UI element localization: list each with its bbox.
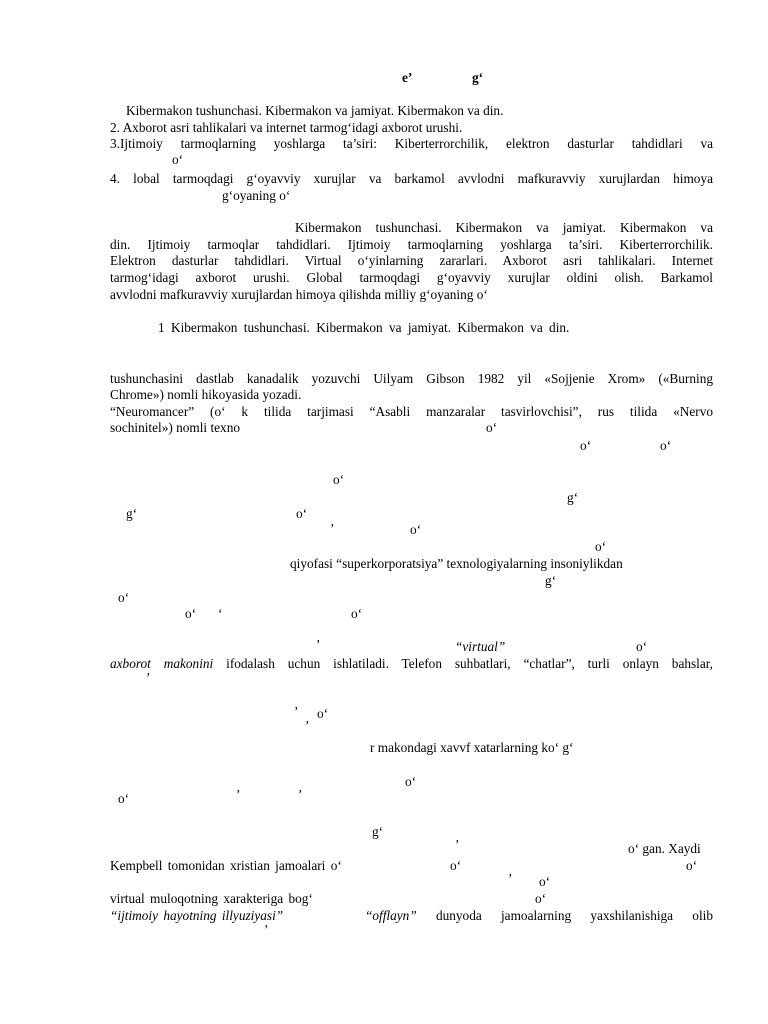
body-fragment: o‘ [535,891,547,906]
italic-term: axborot makonini [110,656,214,671]
heading-fragment-a: e’ [402,70,413,85]
body-fragment: o‘ [333,472,345,487]
body-fragment: ’ [330,521,335,536]
body-line-8-end: o‘ gan. Xaydi [628,841,701,856]
body-line-6-text: ifodalash uchun ishlatiladi. Telefon suhbatlari, “chatlar”, turli onlayn bahslar, [213,656,713,671]
body-fragment: o‘ [118,791,130,806]
body-fragment: o‘ [660,438,672,453]
section-heading: 1 Kibermakon tushunchasi. Kibermakon va jamiyat. Kibermakon va din. [158,320,570,335]
body-line-10: virtual muloqotning xarakteriga bog‘ [110,891,313,906]
body-fragment: o‘ [595,539,607,554]
plan-item-2: 2. Axborot asri tahlikalari va internet tarmog‘idagi axborot urushi. [110,120,463,135]
body-fragment: o‘ [539,874,551,889]
body-line-1: tushunchasini dastlab kanadalik yozuvchi Uilyam Gibson 1982 yil «Sojjenie Xrom» («Burning [110,371,713,386]
body-fragment: o‘ [486,420,498,435]
body-line-11 [365,908,713,924]
body-fragment: g‘ [372,824,384,839]
body-fragment: g‘ [126,506,138,521]
plan-item-4: 4. lobal tarmoqdagi g‘oyavviy xurujlar va barkamol avvlodni mafkuravviy xurujlardan himoya [110,171,713,186]
body-line-7: r makondagi xavvf xatarlarning ko‘ g‘ [370,740,574,755]
keywords-line-2: din. Ijtimoiy tarmoqlar tahdidlari. Ijtimoiy tarmoqlarning yoshlarga ta’siri. Kiberterrorchilik. [110,237,713,252]
italic-phrase-2: “offlayn” [365,908,417,923]
body-fragment: ’ [305,718,310,733]
heading-fragment-b: g‘ [472,70,484,85]
plan-item-3: 3.Ijtimoiy tarmoqlarning yoshlarga ta’siri: Kiberterrorchilik, elektron dasturlar tahdidlari va [110,136,713,151]
body-fragment: o‘ [405,774,417,789]
body-line-5: qiyofasi “superkorporatsiya” texnologiyalarning insoniylikdan [290,556,623,571]
italic-phrase-1: “ijtimoiy hayotning illyuziyasi” [110,908,284,923]
body-fragment: o‘ [118,590,130,605]
body-line-11-text: dunyoda jamoalarning yaxshilanishiga olib [416,908,713,923]
keywords-line-4: tarmog‘idagi axborot urushi. Global tarmoqdagi g‘oyavviy xurujlar oldini olish. Barkamol [110,270,713,285]
body-fragment: g‘ [567,490,579,505]
body-fragment: ’ [316,637,321,652]
body-fragment: o‘ [410,522,422,537]
plan-item-1: Kibermakon tushunchasi. Kibermakon va jamiyat. Kibermakon va din. [126,103,504,118]
body-line-9: Kempbell tomonidan xristian jamoalari o‘ [110,858,342,873]
body-fragment: g‘ [545,573,557,588]
body-fragment: ’ [236,787,241,802]
body-fragment: ’ [264,922,269,937]
plan-item-3-cont: o‘ [172,152,184,167]
body-fragment: ’ [294,704,299,719]
body-line-6 [110,656,713,672]
body-fragment: o‘ [450,858,462,873]
body-fragment: ‘ [218,606,223,621]
body-fragment: o‘ [296,506,308,521]
body-fragment: o‘ [580,438,592,453]
body-fragment: o‘ [317,706,329,721]
body-fragment: o‘ [636,639,648,654]
keywords-line-3: Elektron dasturlar tahdidlari. Virtual o‘yinlarning zararlari. Axborot asri tahlikalari. Internet [110,253,713,268]
body-fragment: ’ [298,787,303,802]
body-fragment: o‘ [686,858,698,873]
body-fragment: ’ [146,670,151,685]
plan-item-4-cont: g‘oyaning o‘ [222,188,291,203]
body-fragment: ’ [508,871,513,886]
keywords-line-1: Kibermakon tushunchasi. Kibermakon va jamiyat. Kibermakon va [295,220,713,235]
body-line-2: Chrome») nomli hikoyasida yozadi. [110,387,302,402]
keywords-line-5: avvlodni mafkuravviy xurujlardan himoya qilishda milliy g‘oyaning o‘ [110,287,488,302]
virtual-term: “virtual” [455,639,506,654]
body-fragment: ’ [455,837,460,852]
body-fragment: o‘ [185,606,197,621]
body-line-4: sochinitel») nomli texno [110,420,240,435]
body-fragment: o‘ [351,606,363,621]
body-line-3: “Neuromancer” (o‘ k tilida tarjimasi “Asabli manzaralar tasvirlovchisi”, rus tilida «Nervo [110,404,713,419]
